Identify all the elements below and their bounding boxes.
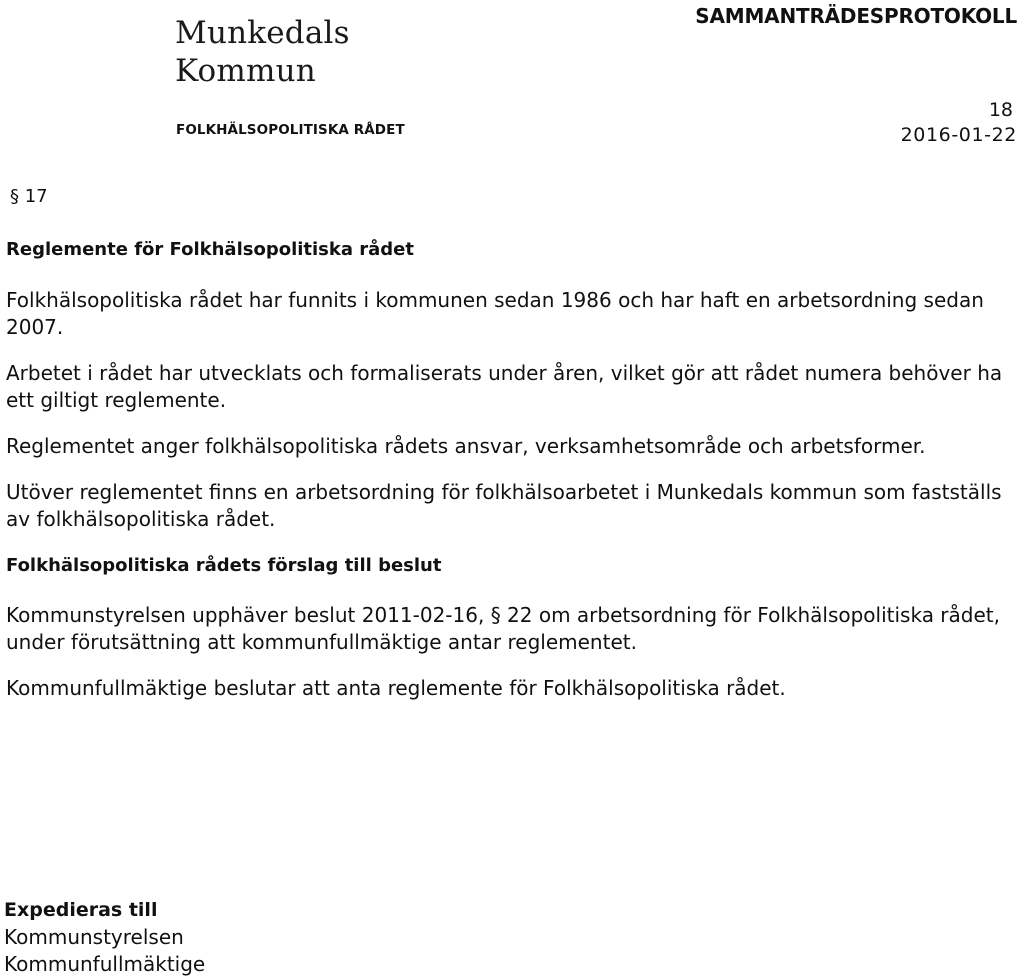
municipality-logo xyxy=(175,14,350,90)
logo-line-1: Munkedals xyxy=(175,15,350,51)
recipient: Kommunstyrelsen xyxy=(4,925,184,949)
paragraph: Reglementet anger folkhälsopolitiska rådets ansvar, verksamhetsområde och arbetsformer. xyxy=(6,434,926,458)
document-body xyxy=(6,236,1006,721)
document-title: Reglemente för Folkhälsopolitiska rådet xyxy=(6,239,414,260)
document-type: SAMMANTRÄDESPROTOKOLL xyxy=(695,4,1017,28)
paragraph: Folkhälsopolitiska rådet har funnits i kommunen sedan 1986 och har haft en arbetsordning sedan 2007. xyxy=(6,288,984,339)
page-number: 18 xyxy=(988,99,1013,121)
logo-line-2: Kommun xyxy=(175,53,316,89)
distribution-heading: Expedieras till xyxy=(4,899,158,921)
decision-heading: Folkhälsopolitiska rådets förslag till beslut xyxy=(6,555,442,576)
decision-paragraph: Kommunfullmäktige beslutar att anta reglemente för Folkhälsopolitiska rådet. xyxy=(6,676,786,700)
department-name: FOLKHÄLSOPOLITISKA RÅDET xyxy=(176,122,405,138)
distribution-list xyxy=(4,897,205,978)
decision-paragraph: Kommunstyrelsen upphäver beslut 2011-02-16, § 22 om arbetsordning för Folkhälsopolitiska rådet, under förutsättning att kommunfullmäktige antar reglementet. xyxy=(6,603,1000,654)
paragraph: Arbetet i rådet har utvecklats och formaliserats under åren, vilket gör att rådet numera behöver ha ett giltigt reglemente. xyxy=(6,361,1003,412)
recipient: Kommunfullmäktige xyxy=(4,952,206,976)
paragraph: Utöver reglementet finns en arbetsordning för folkhälsoarbetet i Munkedals kommun som fastställs av folkhälsopolitiska rådet. xyxy=(6,480,1002,531)
section-number: § 17 xyxy=(10,186,48,207)
meeting-date: 2016-01-22 xyxy=(900,124,1017,146)
